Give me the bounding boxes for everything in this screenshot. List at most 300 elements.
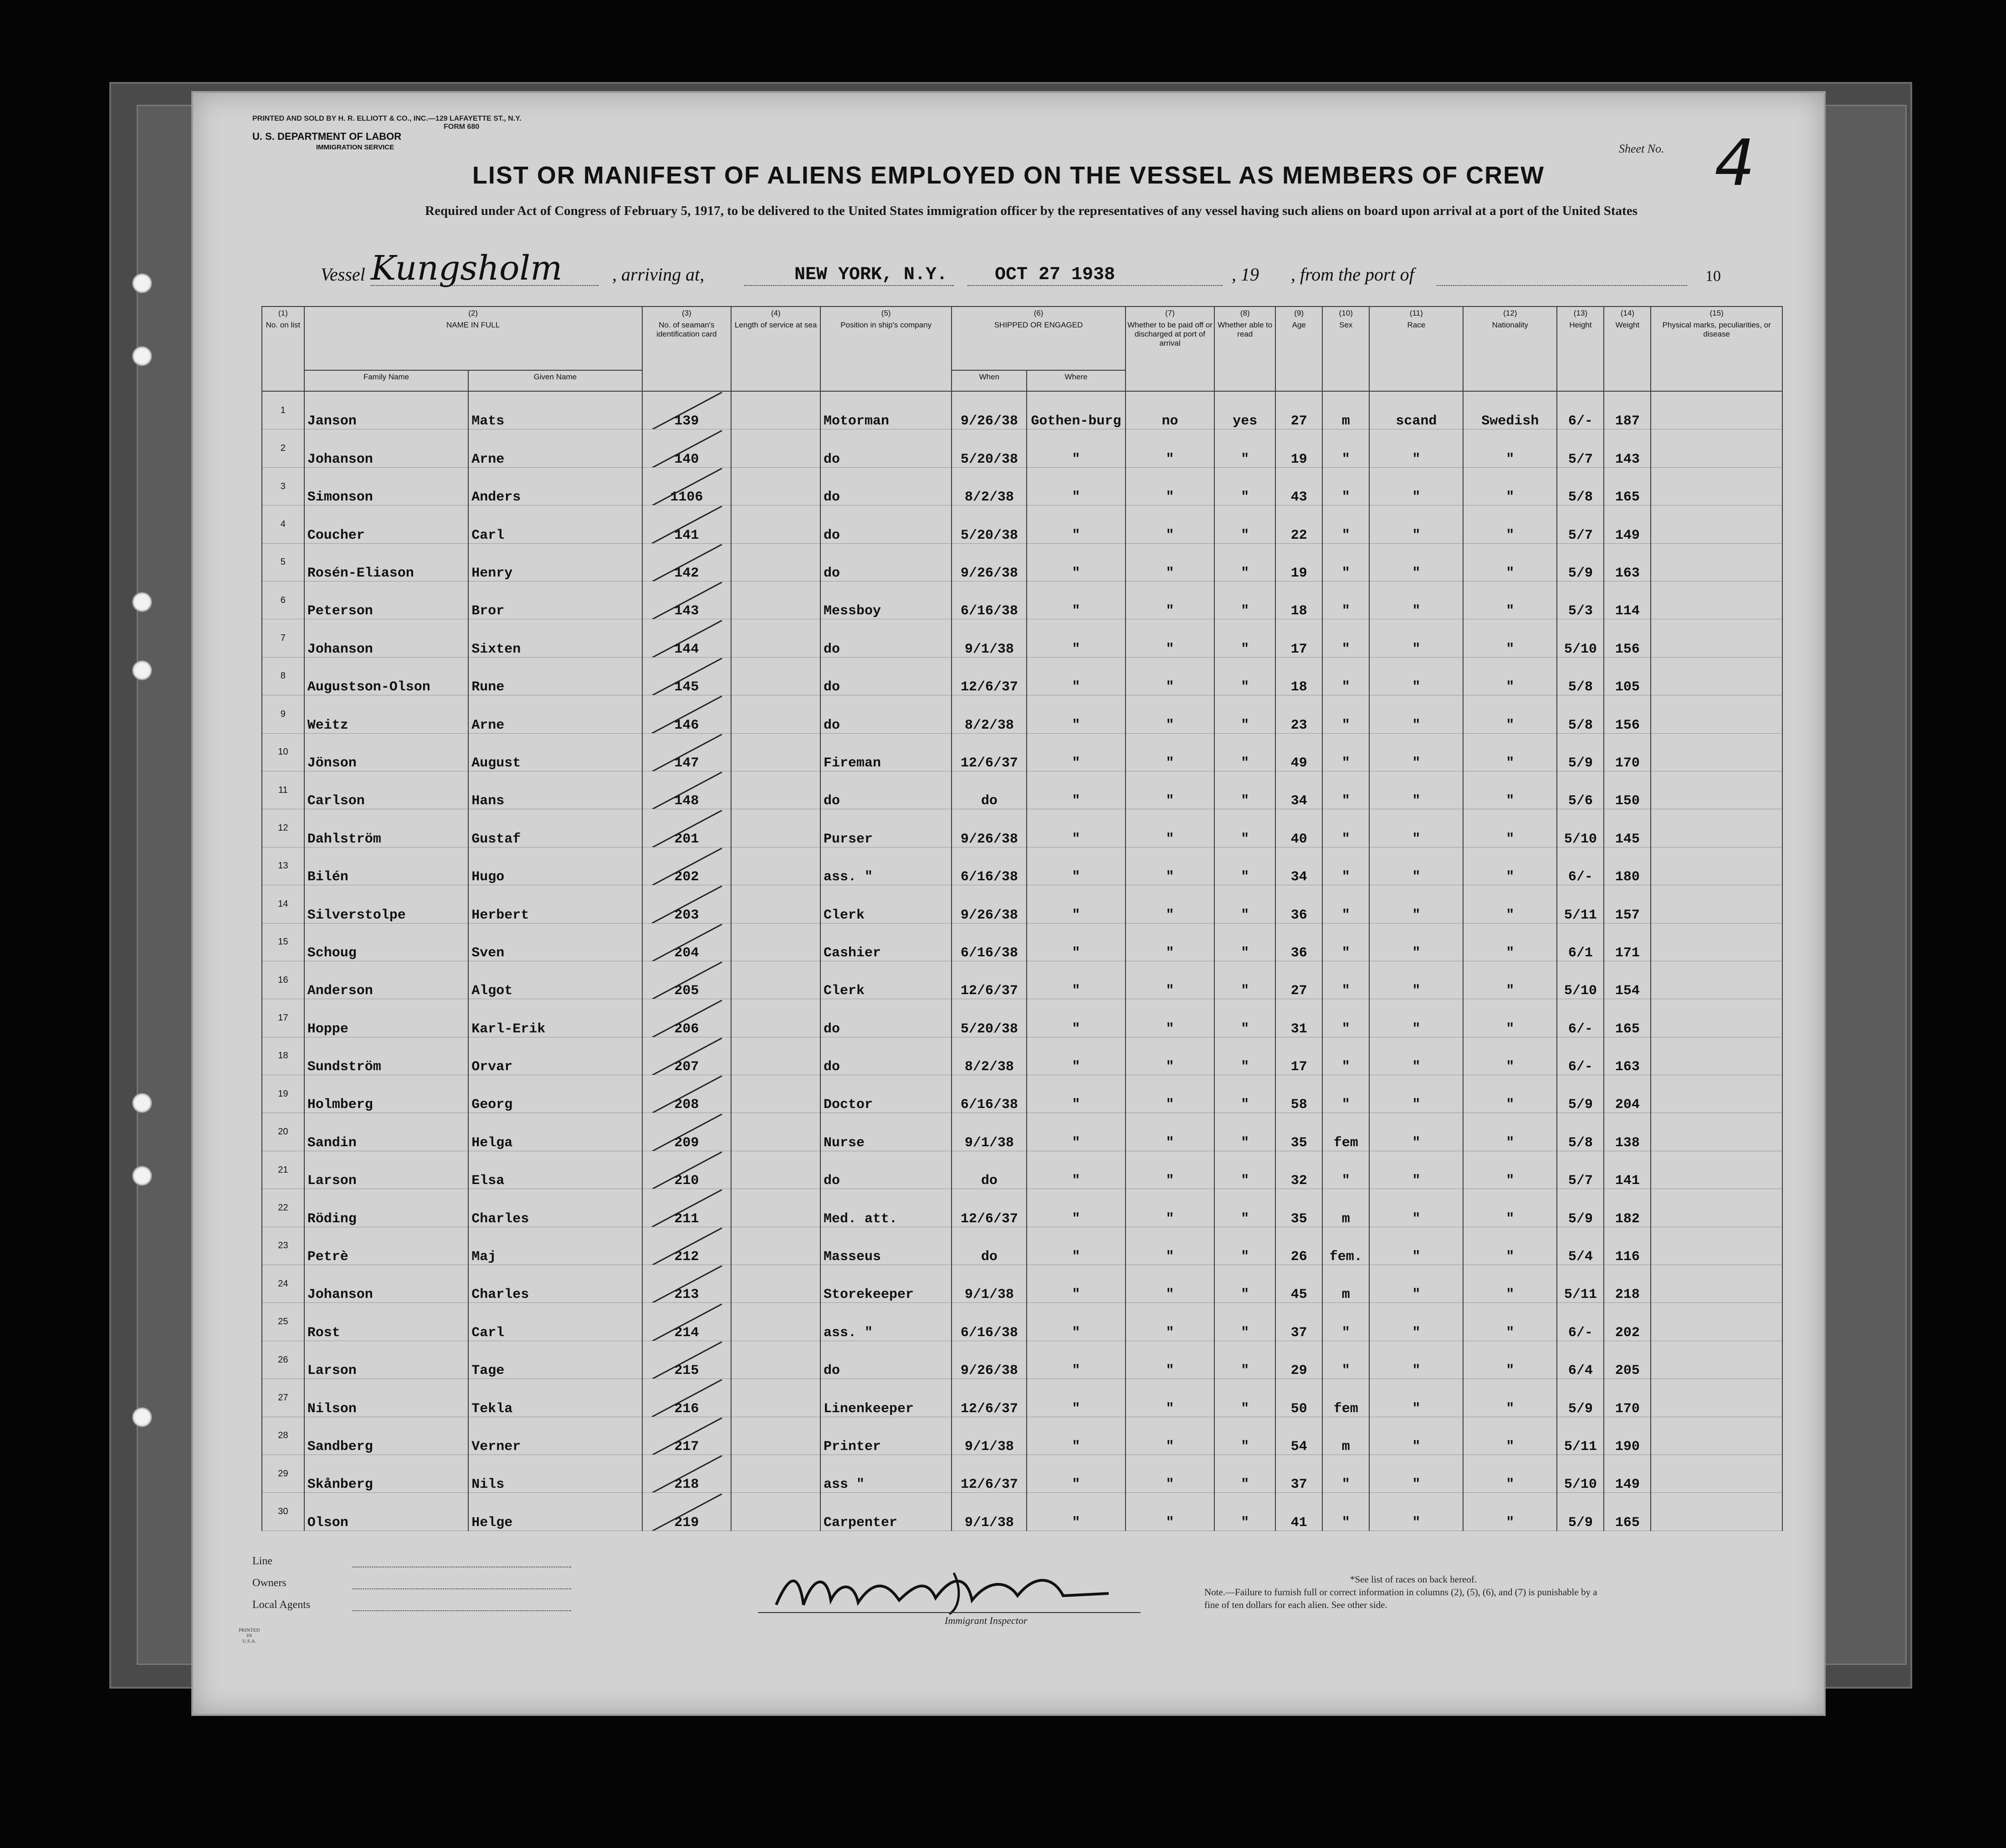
col-header-weight: (14) Weight	[1604, 306, 1651, 391]
table-row	[262, 505, 1782, 543]
cell-sex: fem.	[1322, 1227, 1369, 1265]
cell-race: "	[1369, 885, 1463, 923]
cell-height: 5/7	[1557, 505, 1604, 543]
cell-no: 9	[262, 695, 304, 733]
cell-age: 50	[1275, 1379, 1322, 1417]
cell-nationality: "	[1463, 1455, 1557, 1493]
cell-weight: 149	[1604, 1455, 1651, 1493]
cell-nationality: "	[1463, 429, 1557, 467]
cell-card: 217	[642, 1417, 732, 1455]
cell-height: 5/8	[1557, 695, 1604, 733]
cell-card: 202	[642, 847, 732, 885]
page-title: LIST OR MANIFEST OF ALIENS EMPLOYED ON THE VESSEL AS MEMBERS OF CREW	[472, 162, 1545, 189]
department-heading: U. S. DEPARTMENT OF LABOR IMMIGRATION SERVICE	[252, 131, 402, 151]
cell-empty	[731, 1037, 820, 1075]
cell-position: Cashier	[820, 923, 952, 961]
cell-nationality: "	[1463, 1303, 1557, 1341]
cell-where: "	[1027, 1151, 1125, 1189]
cell-age: 27	[1275, 391, 1322, 429]
cell-weight: 165	[1604, 1493, 1651, 1531]
cell-when: 9/26/38	[952, 1341, 1027, 1378]
table-row	[262, 923, 1782, 961]
cell-family: Johanson	[304, 619, 469, 657]
cell-card: 209	[642, 1113, 732, 1151]
cell-family: Rost	[304, 1303, 469, 1341]
table-row	[262, 885, 1782, 923]
cell-paid-off: "	[1126, 1303, 1215, 1341]
cell-height: 5/10	[1557, 961, 1604, 999]
cell-race: "	[1369, 1265, 1463, 1303]
manifest-page	[191, 91, 1826, 1716]
cell-given: Rune	[468, 657, 642, 695]
cell-given: Tekla	[468, 1379, 642, 1417]
inspector-signature	[762, 1564, 1136, 1618]
cell-height: 5/9	[1557, 1379, 1604, 1417]
cell-card: 147	[642, 733, 732, 771]
cell-age: 18	[1275, 582, 1322, 619]
cell-race: scand	[1369, 391, 1463, 429]
cell-race: "	[1369, 1151, 1463, 1189]
cell-card: 211	[642, 1189, 732, 1227]
cell-family: Hoppe	[304, 999, 469, 1037]
cell-nationality: "	[1463, 999, 1557, 1037]
cell-weight: 154	[1604, 961, 1651, 999]
cell-family: Sundström	[304, 1037, 469, 1075]
cell-sex: "	[1322, 429, 1369, 467]
cell-family: Anderson	[304, 961, 469, 999]
cell-sex: "	[1322, 1493, 1369, 1531]
cell-sex: "	[1322, 657, 1369, 695]
cell-age: 18	[1275, 657, 1322, 695]
cell-empty	[731, 1379, 820, 1417]
table-row	[262, 582, 1782, 619]
cell-read: "	[1214, 1227, 1275, 1265]
cell-age: 36	[1275, 923, 1322, 961]
arrival-date: OCT 27 1938	[995, 265, 1116, 285]
col-header-where: Where	[1027, 370, 1125, 391]
cell-card: 218	[642, 1455, 732, 1493]
cell-no: 4	[262, 505, 304, 543]
cell-empty	[1651, 1379, 1782, 1417]
cell-paid-off: "	[1126, 505, 1215, 543]
cell-where: "	[1027, 1455, 1125, 1493]
cell-read: "	[1214, 1455, 1275, 1493]
cell-race: "	[1369, 467, 1463, 505]
cell-given: Bror	[468, 582, 642, 619]
cell-race: "	[1369, 582, 1463, 619]
cell-paid-off: "	[1126, 847, 1215, 885]
cell-paid-off: "	[1126, 885, 1215, 923]
cell-no: 20	[262, 1113, 304, 1151]
cell-empty	[731, 582, 820, 619]
cell-card: 139	[642, 391, 732, 429]
table-row	[262, 1265, 1782, 1303]
cell-nationality: "	[1463, 1189, 1557, 1227]
cell-position: do	[820, 1341, 952, 1378]
cell-sex: "	[1322, 999, 1369, 1037]
binder-hole	[132, 592, 152, 612]
cell-empty	[1651, 771, 1782, 809]
cell-paid-off: "	[1126, 1113, 1215, 1151]
cell-given: Herbert	[468, 885, 642, 923]
cell-where: "	[1027, 1341, 1125, 1378]
cell-position: do	[820, 429, 952, 467]
cell-height: 5/10	[1557, 1455, 1604, 1493]
cell-height: 6/4	[1557, 1341, 1604, 1378]
cell-when: 9/26/38	[952, 809, 1027, 847]
cell-position: do	[820, 999, 952, 1037]
cell-where: "	[1027, 961, 1125, 999]
cell-age: 26	[1275, 1227, 1322, 1265]
cell-empty	[731, 1113, 820, 1151]
cell-nationality: "	[1463, 582, 1557, 619]
cell-when: 9/1/38	[952, 1265, 1027, 1303]
cell-when: 6/16/38	[952, 923, 1027, 961]
cell-nationality: "	[1463, 961, 1557, 999]
cell-nationality: "	[1463, 1037, 1557, 1075]
col-header-nationality: (12) Nationality	[1463, 306, 1557, 391]
cell-age: 35	[1275, 1189, 1322, 1227]
cell-weight: 156	[1604, 695, 1651, 733]
cell-age: 34	[1275, 847, 1322, 885]
cell-given: Karl-Erik	[468, 999, 642, 1037]
cell-age: 45	[1275, 1265, 1322, 1303]
cell-empty	[731, 1151, 820, 1189]
cell-family: Nilson	[304, 1379, 469, 1417]
cell-where: "	[1027, 543, 1125, 581]
cell-empty	[1651, 999, 1782, 1037]
cell-empty	[731, 999, 820, 1037]
cell-no: 14	[262, 885, 304, 923]
cell-sex: "	[1322, 543, 1369, 581]
cell-no: 15	[262, 923, 304, 961]
cell-position: Storekeeper	[820, 1265, 952, 1303]
cell-family: Dahlström	[304, 809, 469, 847]
cell-family: Holmberg	[304, 1075, 469, 1113]
cell-given: Georg	[468, 1075, 642, 1113]
cell-empty	[1651, 1493, 1782, 1531]
table-row	[262, 771, 1782, 809]
cell-height: 5/8	[1557, 657, 1604, 695]
cell-age: 29	[1275, 1341, 1322, 1378]
cell-when: 9/1/38	[952, 1493, 1027, 1531]
table-row	[262, 1379, 1782, 1417]
cell-family: Schoug	[304, 923, 469, 961]
cell-paid-off: "	[1126, 1075, 1215, 1113]
cell-card: 210	[642, 1151, 732, 1189]
cell-height: 5/3	[1557, 582, 1604, 619]
cell-nationality: "	[1463, 1075, 1557, 1113]
cell-race: "	[1369, 1113, 1463, 1151]
cell-paid-off: "	[1126, 1455, 1215, 1493]
sheet-number-label: Sheet No.	[1619, 142, 1664, 155]
cell-read: "	[1214, 809, 1275, 847]
cell-nationality: "	[1463, 467, 1557, 505]
cell-paid-off: "	[1126, 467, 1215, 505]
cell-empty	[731, 1341, 820, 1378]
cell-empty	[731, 543, 820, 581]
cell-height: 5/11	[1557, 1265, 1604, 1303]
from-port-underline	[1437, 285, 1687, 286]
cell-paid-off: "	[1126, 1493, 1215, 1531]
cell-card: 219	[642, 1493, 732, 1531]
binder-hole	[132, 1407, 152, 1427]
table-row	[262, 1417, 1782, 1455]
cell-weight: 182	[1604, 1189, 1651, 1227]
cell-empty	[1651, 885, 1782, 923]
cell-empty	[731, 1227, 820, 1265]
table-row	[262, 543, 1782, 581]
cell-paid-off: "	[1126, 999, 1215, 1037]
cell-position: ass. "	[820, 1303, 952, 1341]
cell-race: "	[1369, 733, 1463, 771]
cell-family: Petrè	[304, 1227, 469, 1265]
cell-race: "	[1369, 1189, 1463, 1227]
cell-race: "	[1369, 1455, 1463, 1493]
cell-weight: 202	[1604, 1303, 1651, 1341]
table-row	[262, 1341, 1782, 1378]
cell-where: "	[1027, 809, 1125, 847]
cell-empty	[1651, 429, 1782, 467]
cell-read: "	[1214, 847, 1275, 885]
cell-race: "	[1369, 1417, 1463, 1455]
sheet-number: 4	[1714, 126, 1755, 200]
cell-paid-off: "	[1126, 657, 1215, 695]
cell-weight: 170	[1604, 733, 1651, 771]
cell-no: 29	[262, 1455, 304, 1493]
cell-given: August	[468, 733, 642, 771]
cell-empty	[1651, 695, 1782, 733]
cell-card: 206	[642, 999, 732, 1037]
cell-read: "	[1214, 1151, 1275, 1189]
cell-family: Weitz	[304, 695, 469, 733]
cell-given: Verner	[468, 1417, 642, 1455]
cell-read: "	[1214, 1379, 1275, 1417]
cell-weight: 218	[1604, 1265, 1651, 1303]
col-header-family-name: Family Name	[304, 370, 469, 391]
date-underline	[967, 285, 1223, 286]
printer-mark-icon: PRINTED IN U.S.A.	[239, 1628, 260, 1644]
cell-when: 12/6/37	[952, 657, 1027, 695]
cell-no: 22	[262, 1189, 304, 1227]
cell-card: 142	[642, 543, 732, 581]
cell-empty	[731, 1189, 820, 1227]
table-row	[262, 619, 1782, 657]
cell-when: do	[952, 1151, 1027, 1189]
cell-position: Motorman	[820, 391, 952, 429]
signature-line	[758, 1612, 1141, 1613]
cell-read: "	[1214, 1037, 1275, 1075]
cell-race: "	[1369, 923, 1463, 961]
cell-age: 22	[1275, 505, 1322, 543]
cell-read: "	[1214, 619, 1275, 657]
cell-position: do	[820, 619, 952, 657]
cell-weight: 150	[1604, 771, 1651, 809]
cell-where: "	[1027, 619, 1125, 657]
cell-nationality: "	[1463, 505, 1557, 543]
table-row	[262, 467, 1782, 505]
cell-age: 36	[1275, 885, 1322, 923]
cell-read: "	[1214, 961, 1275, 999]
cell-age: 49	[1275, 733, 1322, 771]
cell-height: 5/11	[1557, 1417, 1604, 1455]
cell-sex: fem	[1322, 1379, 1369, 1417]
cell-height: 6/-	[1557, 999, 1604, 1037]
cell-where: "	[1027, 1303, 1125, 1341]
cell-family: Sandberg	[304, 1417, 469, 1455]
cell-family: Sandin	[304, 1113, 469, 1151]
col-header-height: (13) Height	[1557, 306, 1604, 391]
cell-age: 37	[1275, 1303, 1322, 1341]
cell-paid-off: "	[1126, 1265, 1215, 1303]
cell-read: "	[1214, 771, 1275, 809]
cell-weight: 105	[1604, 657, 1651, 695]
cell-nationality: "	[1463, 1493, 1557, 1531]
cell-no: 27	[262, 1379, 304, 1417]
cell-height: 5/9	[1557, 733, 1604, 771]
cell-sex: "	[1322, 619, 1369, 657]
footer-labels	[252, 1550, 571, 1616]
cell-age: 27	[1275, 961, 1322, 999]
cell-read: "	[1214, 1303, 1275, 1341]
cell-paid-off: "	[1126, 695, 1215, 733]
cell-position: do	[820, 1037, 952, 1075]
cell-when: 9/26/38	[952, 885, 1027, 923]
cell-card: 201	[642, 809, 732, 847]
cell-empty	[1651, 543, 1782, 581]
cell-empty	[1651, 1417, 1782, 1455]
cell-read: "	[1214, 429, 1275, 467]
cell-when: 9/26/38	[952, 391, 1027, 429]
cell-card: 148	[642, 771, 732, 809]
cell-when: 6/16/38	[952, 582, 1027, 619]
cell-card: 146	[642, 695, 732, 733]
cell-family: Olson	[304, 1493, 469, 1531]
cell-empty	[1651, 961, 1782, 999]
cell-nationality: "	[1463, 847, 1557, 885]
cell-empty	[1651, 1075, 1782, 1113]
cell-nationality: "	[1463, 1151, 1557, 1189]
cell-age: 43	[1275, 467, 1322, 505]
cell-weight: 149	[1604, 505, 1651, 543]
cell-given: Nils	[468, 1455, 642, 1493]
cell-read: "	[1214, 1493, 1275, 1531]
cell-race: "	[1369, 1037, 1463, 1075]
cell-no: 24	[262, 1265, 304, 1303]
table-row	[262, 1113, 1782, 1151]
cell-given: Arne	[468, 429, 642, 467]
cell-where: "	[1027, 847, 1125, 885]
col-header-name: (2) NAME IN FULL	[304, 306, 642, 370]
table-row	[262, 847, 1782, 885]
cell-read: "	[1214, 657, 1275, 695]
cell-empty	[731, 619, 820, 657]
cell-position: Nurse	[820, 1113, 952, 1151]
cell-empty	[1651, 391, 1782, 429]
cell-no: 3	[262, 467, 304, 505]
cell-given: Helge	[468, 1493, 642, 1531]
cell-nationality: "	[1463, 923, 1557, 961]
port-underline	[744, 285, 954, 286]
cell-where: "	[1027, 695, 1125, 733]
cell-weight: 143	[1604, 429, 1651, 467]
cell-empty	[731, 1303, 820, 1341]
cell-height: 5/11	[1557, 885, 1604, 923]
cell-sex: m	[1322, 391, 1369, 429]
cell-family: Augustson-Olson	[304, 657, 469, 695]
cell-given: Algot	[468, 961, 642, 999]
cell-given: Carl	[468, 505, 642, 543]
cell-empty	[731, 733, 820, 771]
cell-empty	[1651, 1189, 1782, 1227]
binder-hole	[132, 660, 152, 680]
cell-nationality: "	[1463, 619, 1557, 657]
table-row	[262, 733, 1782, 771]
cell-weight: 116	[1604, 1227, 1651, 1265]
cell-when: 8/2/38	[952, 467, 1027, 505]
cell-race: "	[1369, 809, 1463, 847]
cell-race: "	[1369, 505, 1463, 543]
cell-weight: 165	[1604, 999, 1651, 1037]
line-label: Line	[252, 1550, 571, 1572]
col-header-marks: (15) Physical marks, peculiarities, or disease	[1651, 306, 1782, 391]
cell-race: "	[1369, 543, 1463, 581]
cell-where: "	[1027, 1189, 1125, 1227]
cell-nationality: "	[1463, 771, 1557, 809]
cell-height: 5/8	[1557, 1113, 1604, 1151]
cell-paid-off: no	[1126, 391, 1215, 429]
cell-sex: "	[1322, 1455, 1369, 1493]
cell-empty	[1651, 847, 1782, 885]
cell-when: 8/2/38	[952, 1037, 1027, 1075]
cell-where: "	[1027, 1075, 1125, 1113]
cell-race: "	[1369, 657, 1463, 695]
cell-height: 5/7	[1557, 429, 1604, 467]
cell-nationality: "	[1463, 695, 1557, 733]
cell-empty	[731, 391, 820, 429]
binder-hole	[132, 273, 152, 293]
cell-age: 35	[1275, 1113, 1322, 1151]
cell-race: "	[1369, 1379, 1463, 1417]
cell-position: Med. att.	[820, 1189, 952, 1227]
cell-race: "	[1369, 429, 1463, 467]
cell-given: Tage	[468, 1341, 642, 1378]
cell-empty	[731, 1265, 820, 1303]
cell-nationality: "	[1463, 1417, 1557, 1455]
cell-empty	[1651, 1113, 1782, 1151]
cell-empty	[1651, 467, 1782, 505]
cell-weight: 187	[1604, 391, 1651, 429]
cell-empty	[731, 847, 820, 885]
cell-card: 140	[642, 429, 732, 467]
cell-paid-off: "	[1126, 543, 1215, 581]
cell-position: Messboy	[820, 582, 952, 619]
cell-height: 6/-	[1557, 1303, 1604, 1341]
col-header-shipped: (6) SHIPPED OR ENGAGED	[952, 306, 1125, 370]
cell-height: 6/-	[1557, 391, 1604, 429]
cell-age: 19	[1275, 429, 1322, 467]
cell-read: yes	[1214, 391, 1275, 429]
cell-card: 203	[642, 885, 732, 923]
cell-read: "	[1214, 1417, 1275, 1455]
cell-empty	[1651, 1037, 1782, 1075]
cell-when: 9/1/38	[952, 1113, 1027, 1151]
col-header-sex: (10) Sex	[1322, 306, 1369, 391]
cell-empty	[731, 771, 820, 809]
cell-where: "	[1027, 1493, 1125, 1531]
cell-card: 212	[642, 1227, 732, 1265]
cell-empty	[731, 885, 820, 923]
